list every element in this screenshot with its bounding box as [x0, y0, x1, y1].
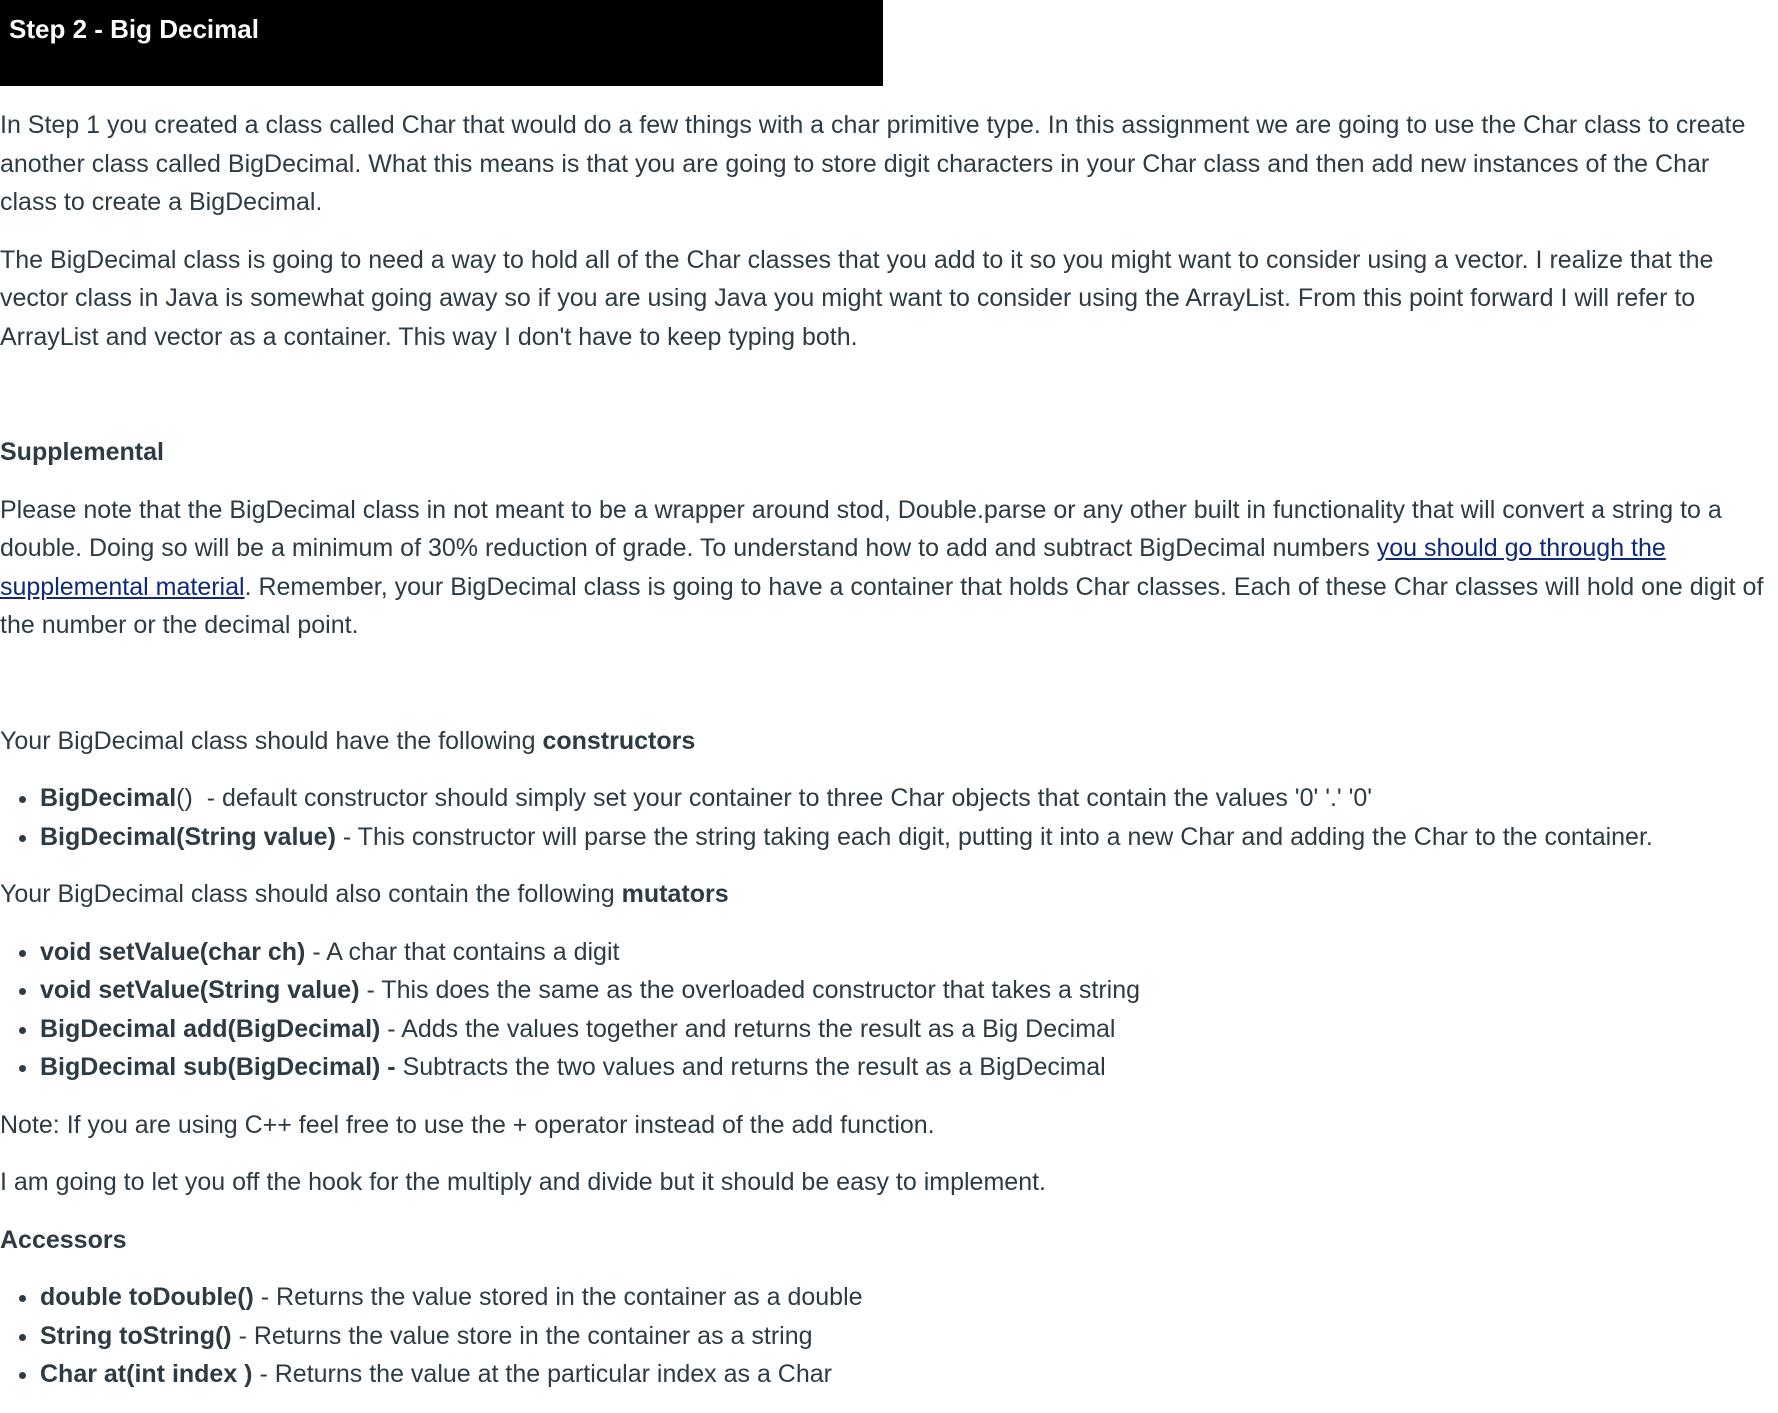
- accessor-name: String toString(): [40, 1321, 232, 1350]
- title-bar: [0, 0, 883, 86]
- constructors-list: [0, 779, 1770, 856]
- constructors-intro-bold: constructors: [542, 726, 696, 755]
- constructor-name: BigDecimal: [40, 784, 177, 812]
- hook-note: I am going to let you off the hook for the multiply and divide but it should be easy to implement.: [0, 1168, 1046, 1196]
- constructor-suffix: (): [176, 784, 193, 812]
- list-item: [40, 971, 1770, 1010]
- mutator-name: BigDecimal add(BigDecimal): [40, 1014, 381, 1043]
- list-item: [40, 1355, 1770, 1394]
- supplemental-text-before: Please note that the BigDecimal class in not meant to be a wrapper around stod, Double.parse or any other built in functionality that will convert a string to a double. Doing so will be a minimum of 30% reduction of grade. To understand how to add and subtract BigDecimal numbers: [0, 495, 1722, 562]
- list-item: [40, 779, 1770, 818]
- supplemental-heading: Supplemental: [0, 438, 164, 466]
- page-title: Step 2 - Big Decimal: [9, 14, 259, 44]
- cpp-note: Note: If you are using C++ feel free to use the + operator instead of the add function.: [0, 1110, 935, 1139]
- constructor-name: BigDecimal(String value): [40, 822, 336, 851]
- intro-paragraph-2: The BigDecimal class is going to need a way to hold all of the Char classes that you add to it so you might want to consider using a vector. I realize that the vector class in Java is somewhat going away so if you are using Java you might want to consider using the ArrayList. From this point forward I will refer to ArrayList and vector as a container. This way I don't have to keep typing both.: [0, 245, 1714, 351]
- constructors-intro: [0, 722, 1770, 761]
- mutators-list: [0, 933, 1770, 1087]
- accessors-heading: Accessors: [0, 1225, 127, 1254]
- list-item: [40, 1010, 1770, 1049]
- assignment-content: [0, 106, 1770, 1413]
- mutator-desc: - This does the same as the overloaded constructor that takes a string: [359, 976, 1141, 1004]
- list-item: [40, 1278, 1770, 1317]
- constructor-desc: - default constructor should simply set your container to three Char objects that contain the values '0' '.' '0': [192, 784, 1373, 812]
- mutator-desc: - A char that contains a digit: [305, 937, 620, 966]
- constructors-intro-text: Your BigDecimal class should have the following: [0, 726, 543, 755]
- accessor-name: Char at(int index ): [40, 1360, 253, 1388]
- mutator-name: void setValue(String value): [40, 976, 360, 1004]
- accessors-list: [0, 1278, 1770, 1394]
- accessor-desc: - Returns the value store in the container as a string: [231, 1321, 813, 1350]
- mutators-intro-bold: mutators: [621, 880, 729, 908]
- accessor-desc: - Returns the value stored in the container as a double: [253, 1283, 863, 1311]
- list-item: [40, 818, 1770, 857]
- supplemental-material-link[interactable]: you should go through the supplemental material: [0, 534, 1666, 601]
- list-item: [40, 933, 1770, 972]
- intro-paragraph-1: In Step 1 you created a class called Char that would do a few things with a char primitive type. In this assignment we are going to use the Char class to create another class called BigDecimal. What this means is that you are going to store digit characters in your Char class and then add new instances of the Char class to create a BigDecimal.: [0, 111, 1746, 216]
- list-item: [40, 1317, 1770, 1356]
- constructor-desc: - This constructor will parse the string taking each digit, putting it into a new Char and adding the Char to the container.: [335, 822, 1653, 851]
- mutator-desc: Subtracts the two values and returns the result as a BigDecimal: [395, 1053, 1106, 1081]
- mutator-desc: - Adds the values together and returns the result as a Big Decimal: [380, 1014, 1116, 1043]
- mutator-name: void setValue(char ch): [40, 937, 306, 966]
- accessor-name: double toDouble(): [40, 1283, 254, 1311]
- supplemental-text-after: . Remember, your BigDecimal class is going to have a container that holds Char classes. Each of these Char classes will hold one digit of the number or the decimal point.: [0, 572, 1764, 639]
- mutators-intro-text: Your BigDecimal class should also contain the following: [0, 880, 622, 908]
- mutators-intro: [0, 875, 1770, 914]
- accessor-desc: - Returns the value at the particular index as a Char: [252, 1360, 832, 1388]
- mutator-name: BigDecimal sub(BigDecimal) -: [40, 1053, 396, 1081]
- supplemental-paragraph: [0, 491, 1770, 645]
- list-item: [40, 1048, 1770, 1087]
